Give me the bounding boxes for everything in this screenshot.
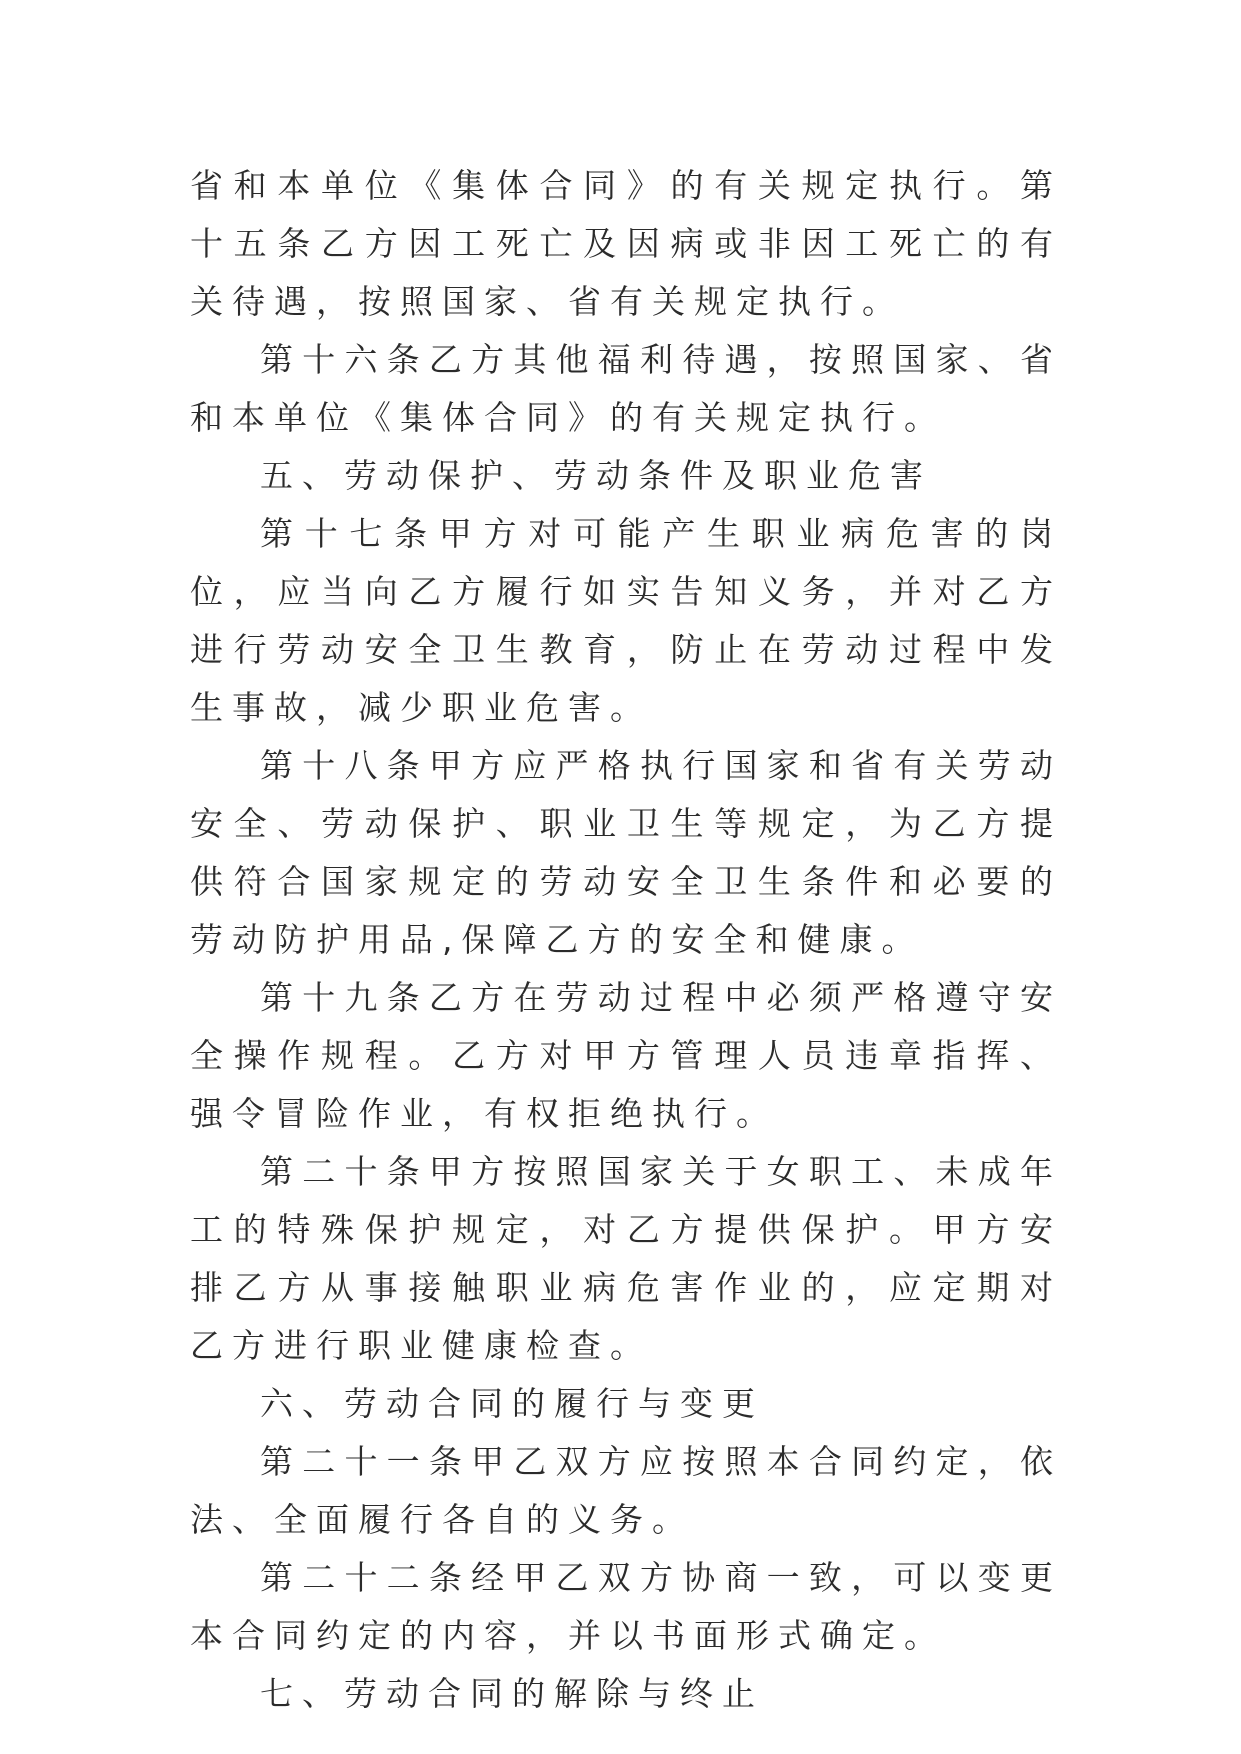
paragraph-clause-20: 第二十条甲方按照国家关于女职工、未成年工的特殊保护规定，对乙方提供保护。甲方安排乙方从事接触职业病危害作业的，应定期对乙方进行职业健康检查。	[190, 1152, 1062, 1365]
paragraph-clause-16: 第十六条乙方其他福利待遇，按照国家、省和本单位《集体合同》的有关规定执行。	[190, 340, 1062, 437]
paragraph-clause-21: 第二十一条甲乙双方应按照本合同约定，依法、全面履行各自的义务。	[190, 1442, 1062, 1539]
paragraph-clause-17: 第十七条甲方对可能产生职业病危害的岗位，应当向乙方履行如实告知义务，并对乙方进行劳动安全卫生教育，防止在劳动过程中发生事故，减少职业危害。	[190, 514, 1062, 727]
paragraph-clause-18: 第十八条甲方应严格执行国家和省有关劳动安全、劳动保护、职业卫生等规定，为乙方提供符合国家规定的劳动安全卫生条件和必要的劳动防护用品,保障乙方的安全和健康。	[190, 746, 1062, 959]
paragraph-clause-22: 第二十二条经甲乙双方协商一致，可以变更本合同约定的内容，并以书面形式确定。	[190, 1558, 1062, 1655]
paragraph-clause-19: 第十九条乙方在劳动过程中必须严格遵守安全操作规程。乙方对甲方管理人员违章指挥、强令冒险作业，有权拒绝执行。	[190, 978, 1062, 1133]
document-body	[190, 157, 1062, 1723]
section-heading-7: 七、劳动合同的解除与终止	[260, 1674, 764, 1713]
paragraph-clause-15: 省和本单位《集体合同》的有关规定执行。第十五条乙方因工死亡及因病或非因工死亡的有关待遇，按照国家、省有关规定执行。	[190, 166, 1062, 321]
section-heading-6: 六、劳动合同的履行与变更	[260, 1384, 764, 1423]
section-heading-5: 五、劳动保护、劳动条件及职业危害	[260, 456, 932, 495]
